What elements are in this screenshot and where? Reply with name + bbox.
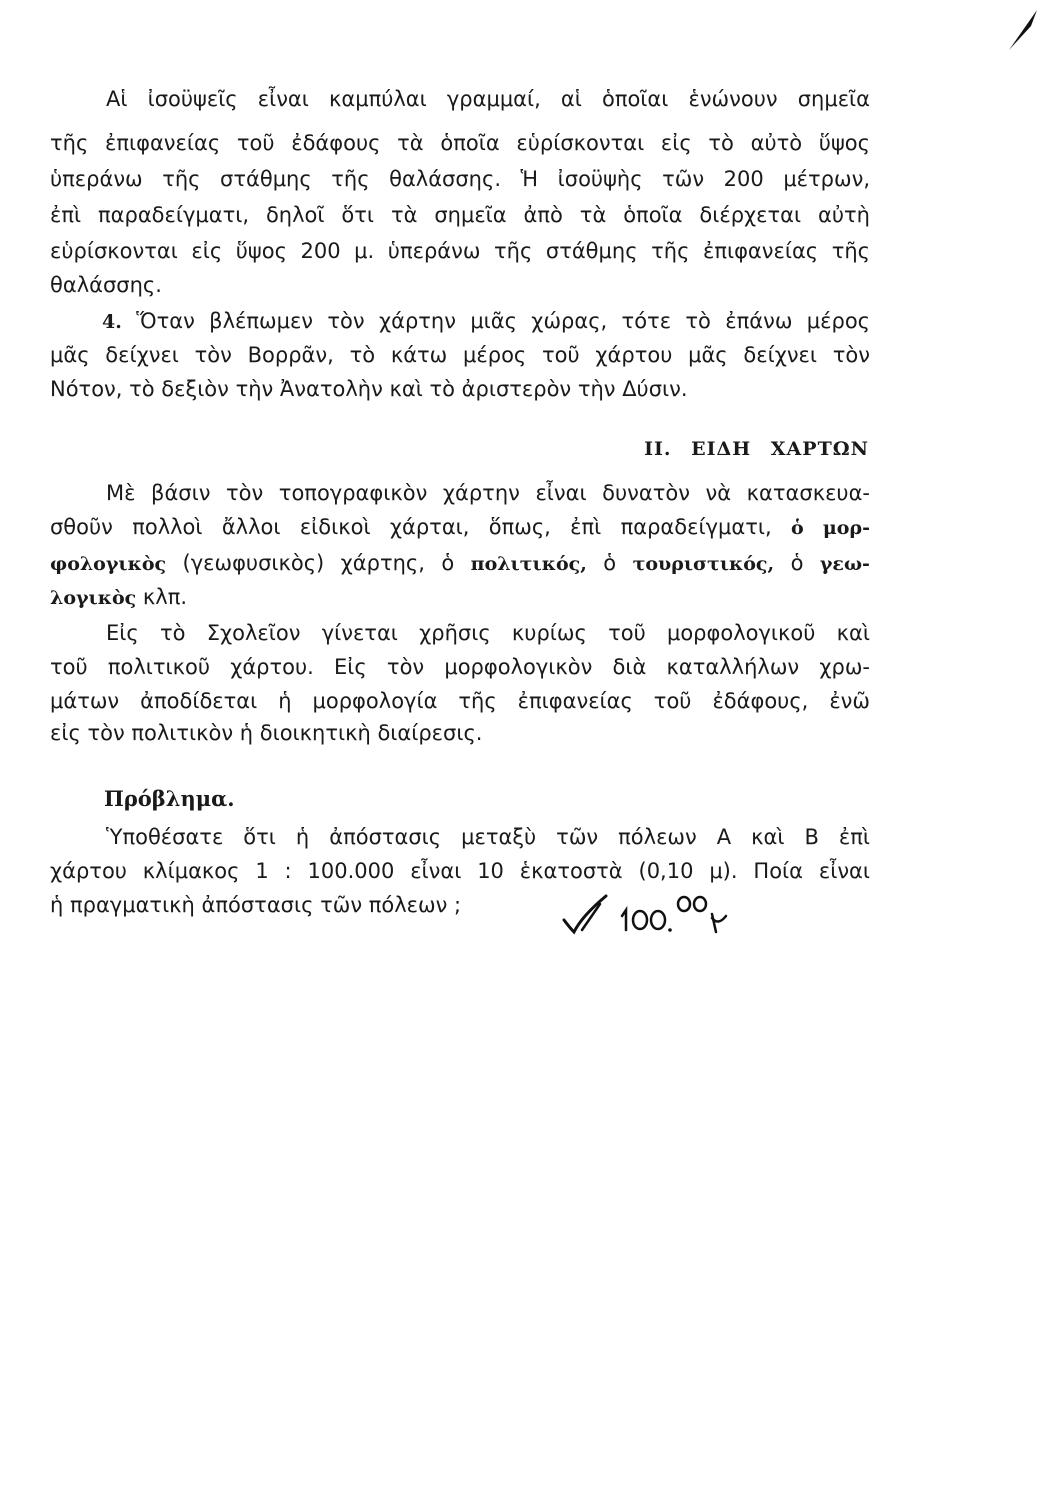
pen-mark [1005, 6, 1041, 54]
paragraph-line: ἐπὶ παραδείγματι, δηλοῖ ὅτι τὰ σημεῖα ἀπὸ τὰ ὁποῖα διέρχεται αὐτὴ [50, 203, 870, 227]
paragraph-line: χάρτου κλίμακος 1 : 100.000 εἶναι 10 ἑκατοστὰ (0,10 μ). Ποία εἶναι [50, 859, 870, 883]
handwritten-answer [560, 890, 740, 936]
paragraph-line: εὑρίσκονται εἰς ὕψος 200 μ. ὑπεράνω τῆς στάθμης τῆς ἐπιφανείας τῆς [50, 239, 870, 263]
paragraph-line: 4. Ὅταν βλέπωμεν τὸν χάρτην μιᾶς χώρας, τότε τὸ ἐπάνω μέρος [102, 309, 870, 333]
paragraph-line: ὑπεράνω τῆς στάθμης τῆς θαλάσσης. Ἡ ἰσοϋψὴς τῶν 200 μέτρων, [50, 167, 870, 191]
paragraph-line: Νότον, τὸ δεξιὸν τὴν Ἀνατολὴν καὶ τὸ ἀριστερὸν τὴν Δύσιν. [50, 377, 688, 401]
paragraph-line: Ὑποθέσατε ὅτι ἡ ἀπόστασις μεταξὺ τῶν πόλεων Α καὶ Β ἐπὶ [106, 825, 870, 849]
paragraph-line: φολογικὸς (γεωφυσικὸς) χάρτης, ὁ πολιτικός, ὁ τουριστικός, ὁ γεω- [50, 551, 870, 575]
paragraph-line: Μὲ βάσιν τὸν τοπογραφικὸν χάρτην εἶναι δυνατὸν νὰ κατασκευα- [106, 481, 870, 505]
paragraph-line: ἡ πραγματικὴ ἀπόστασις τῶν πόλεων ; [50, 893, 462, 917]
paragraph-line: λογικὸς κλπ. [50, 585, 188, 609]
paragraph-line: εἰς τὸν πολιτικὸν ἡ διοικητικὴ διαίρεσις. [50, 721, 483, 745]
paragraph-line: σθοῦν πολλοὶ ἄλλοι εἰδικοὶ χάρται, ὅπως, ἐπὶ παραδείγματι, ὁ μορ- [50, 515, 870, 539]
paragraph-line: μάτων ἀποδίδεται ἡ μορφολογία τῆς ἐπιφανείας τοῦ ἐδάφους, ἐνῶ [50, 689, 870, 713]
paragraph-line: τῆς ἐπιφανείας τοῦ ἐδάφους τὰ ὁποῖα εὑρίσκονται εἰς τὸ αὐτὸ ὕψος [50, 131, 870, 155]
paragraph-line: Αἱ ἰσοϋψεῖς εἶναι καμπύλαι γραμμαί, αἱ ὁποῖαι ἑνώνουν σημεῖα [106, 87, 870, 111]
item-number: 4. [102, 311, 122, 333]
paragraph-line: θαλάσσης. [50, 273, 162, 297]
paragraph-line: μᾶς δείχνει τὸν Βορρᾶν, τὸ κάτω μέρος τοῦ χάρτου μᾶς δείχνει τὸν [50, 343, 870, 367]
section-heading: II. ΕΙΔΗ ΧΑΡΤΩΝ [644, 438, 869, 460]
paragraph-line: τοῦ πολιτικοῦ χάρτου. Εἰς τὸν μορφολογικὸν διὰ καταλλήλων χρω- [50, 655, 870, 679]
paragraph-line: Εἰς τὸ Σχολεῖον γίνεται χρῆσις κυρίως τοῦ μορφολογικοῦ καὶ [106, 621, 870, 645]
problem-title: Πρόβλημα. [104, 786, 235, 811]
